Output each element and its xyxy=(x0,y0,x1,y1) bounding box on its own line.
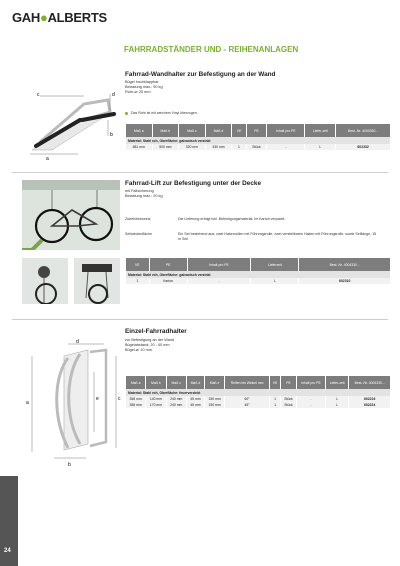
article-number: 602224 xyxy=(349,402,390,408)
th: Inhalt pro PE xyxy=(267,124,304,137)
cell: 170 mm xyxy=(146,402,165,408)
spec-line: mit Fallsicherung xyxy=(125,189,154,193)
cell: L xyxy=(326,402,348,408)
brand-name-right: ALBERTS xyxy=(47,10,107,25)
th: Best.-Nr. 4004330... xyxy=(336,124,390,137)
cell: 150 mm xyxy=(205,396,224,402)
cell: 1 xyxy=(232,144,245,150)
cell: 45° xyxy=(225,402,269,408)
info-text: Ein Set bestehend aus: zwei Hakenrollen mit Führungsrolle, zwei verstellbaren Haken mit Führungsrolle, sowie Seillänge, 15 m Seil xyxy=(178,232,377,241)
table-header-row xyxy=(126,124,390,137)
info-label: Zubehörhinweis xyxy=(125,217,151,221)
th: PE xyxy=(150,258,187,271)
wall-plate-shape xyxy=(32,118,102,150)
th: Maß b xyxy=(146,376,165,389)
note-text: Das Rohr ist mit weichem Vinyl überzogen. xyxy=(131,111,198,115)
th: Liefer-zeit xyxy=(305,124,335,137)
th: Maß d xyxy=(187,376,204,389)
th: PE xyxy=(281,376,296,389)
th: Liefer-zeit xyxy=(326,376,348,389)
dim-a-label: a xyxy=(26,400,29,406)
info-text: Die Lieferung erfolgt inkl. Befestigungsmaterial, im Karton verpackt. xyxy=(178,217,286,221)
cell: 140 mm xyxy=(146,396,165,402)
cell: - xyxy=(267,144,304,150)
spec-line: Bügel-⌀: 10 mm xyxy=(125,348,152,353)
cell: Stück xyxy=(247,144,267,150)
product3-title: Einzel-Fahrradhalter xyxy=(125,328,187,335)
spec-line: Rohr-⌀: 25 mm xyxy=(125,90,151,95)
product1-specs xyxy=(125,80,163,96)
spec-line: Bügel hochklappbar xyxy=(125,80,159,84)
th: VE xyxy=(126,258,149,271)
cell: 1 xyxy=(270,396,280,402)
th: PE xyxy=(247,124,267,137)
product1-title: Fahrrad-Wandhalter zur Befestigung an der Wand xyxy=(125,71,276,78)
article-number: 602332 xyxy=(336,144,390,150)
info-label: Seilwindenfläche xyxy=(125,232,152,236)
dim-b-label: b xyxy=(68,462,71,468)
cell: 150 mm xyxy=(205,402,224,408)
article-number: 602216 xyxy=(349,396,390,402)
divider xyxy=(12,172,388,173)
dim-e-label: e xyxy=(96,396,99,402)
product2-title: Fahrrad-Lift zur Befestigung unter der Decke xyxy=(125,180,261,187)
th: Maß a xyxy=(126,124,152,137)
cell: L xyxy=(305,144,335,150)
cell: 240 mm xyxy=(167,396,186,402)
wall-holder-drawing xyxy=(22,90,122,162)
logo-dot-icon: ● xyxy=(40,10,48,25)
product2-specs xyxy=(125,189,163,199)
cell: - xyxy=(188,278,251,284)
cell: 1 xyxy=(126,278,149,284)
article-number: 602310 xyxy=(299,278,390,284)
product3-specs xyxy=(125,338,174,354)
th: Inhalt pro PE xyxy=(188,258,251,271)
th: Maß b xyxy=(153,124,179,137)
table-header-row xyxy=(126,376,390,389)
dim-a-label: a xyxy=(46,156,49,162)
cell: 60° xyxy=(225,396,269,402)
dim-c-label: c xyxy=(37,92,40,98)
divider xyxy=(12,319,388,320)
cell: 681 mm xyxy=(126,144,152,150)
th: VE xyxy=(232,124,245,137)
th: Reifen bis Winkel mm xyxy=(225,376,269,389)
cell: 45 mm xyxy=(187,396,204,402)
th: Maß c xyxy=(179,124,205,137)
th: Maß e xyxy=(205,376,224,389)
brand-logo xyxy=(12,10,107,25)
product3-table xyxy=(125,376,391,408)
table-header-row xyxy=(126,258,390,271)
dim-d-label: d xyxy=(76,339,79,345)
section-title: FAHRRADSTÄNDER UND - REIHENANLAGEN xyxy=(124,45,299,54)
table-row xyxy=(126,402,390,408)
bike-lift-photo xyxy=(22,180,120,250)
dim-d-label: d xyxy=(112,92,115,98)
spec-line: Belastung max.: 90 kg xyxy=(125,85,163,90)
pulley-detail-photo-1 xyxy=(22,258,68,304)
product2-table xyxy=(125,258,391,284)
table-row xyxy=(126,144,390,150)
cell: 1 xyxy=(270,402,280,408)
cell: Stück xyxy=(281,396,296,402)
th: Maß a xyxy=(126,376,145,389)
cell: - xyxy=(297,396,325,402)
brand-name-left: GAH xyxy=(12,10,40,25)
cell: Stück xyxy=(281,402,296,408)
spec-line: zur Befestigung an der Wand xyxy=(125,338,175,342)
cell: 45 mm xyxy=(187,402,204,408)
th: Maß d xyxy=(206,124,232,137)
product1-note xyxy=(125,111,198,115)
cell: 358 mm xyxy=(126,402,145,408)
product2-info-2 xyxy=(125,232,390,242)
th: Maß c xyxy=(167,376,186,389)
spec-line: Bügelabstand: 20 - 40 mm xyxy=(125,343,170,348)
spec-line: Belastung max.: 20 kg xyxy=(125,194,163,199)
th: VE xyxy=(270,376,280,389)
table-row xyxy=(126,278,390,284)
cell: 320 mm xyxy=(179,144,205,150)
dim-c-label: c xyxy=(118,396,121,402)
product1-table xyxy=(125,124,391,150)
pulley-detail-photo-2 xyxy=(74,258,120,304)
material-row: Material: Stahl roh, Oberfläche: galvanisch verzinkt xyxy=(126,137,390,144)
single-holder-drawing xyxy=(24,336,124,468)
th: Best.-Nr. 4004330... xyxy=(299,258,390,271)
cell: 358 mm xyxy=(126,396,145,402)
th: Lieferzeit xyxy=(251,258,298,271)
cell: 500 mm xyxy=(153,144,179,150)
material-row: Material: Stahl roh, Oberfläche: feuerverzinkt xyxy=(126,389,390,396)
dim-b-label: b xyxy=(110,132,113,138)
cell: - xyxy=(297,402,325,408)
th: Best.-Nr. 4004330... xyxy=(349,376,390,389)
bullet-icon xyxy=(125,112,128,115)
cell: L xyxy=(251,278,298,284)
product2-info-1 xyxy=(125,217,285,222)
cell: 240 mm xyxy=(167,402,186,408)
material-row: Material: Stahl roh, Oberfläche: galvanisch verzinkt xyxy=(126,271,390,278)
cell: L xyxy=(326,396,348,402)
page-number: 24 xyxy=(4,548,11,554)
cell: 330 mm xyxy=(206,144,232,150)
cell: Karton xyxy=(150,278,187,284)
th: Inhalt pro PE xyxy=(297,376,325,389)
